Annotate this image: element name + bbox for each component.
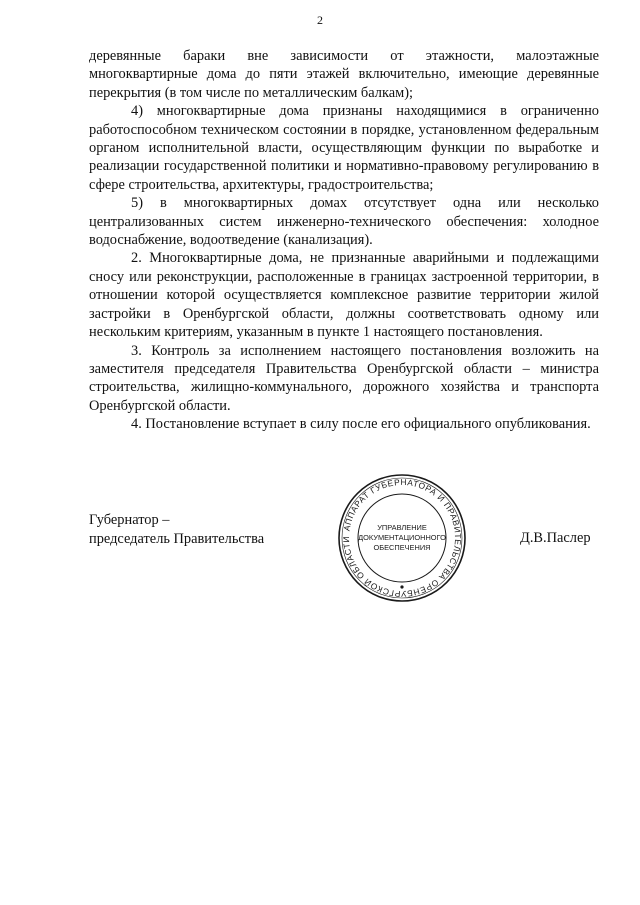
seal-center-line-2: ДОКУМЕНТАЦИОННОГО xyxy=(358,533,446,542)
paragraph-clause-2: 2. Многоквартирные дома, не признанные аварийными и подлежащими сносу или реконструкции, расположенные в границах застроенной территории, в отношении которой осуществляется комплексное развитие территории жилой застройки в Оренбургской области, должны соответствовать одному или нескольким критериям, указанным в пункте 1 настоящего постановления. xyxy=(89,250,599,341)
seal-ring-text: АППАРАТ ГУБЕРНАТОРА И ПРАВИТЕЛЬСТВА ОРЕНБУРГСКОЙ ОБЛАСТИ xyxy=(340,476,464,600)
signatory-title-line-1: Губернатор – xyxy=(89,512,170,528)
paragraph-clause-4: 4. Постановление вступает в силу после его официального опубликования. xyxy=(131,416,591,433)
official-seal xyxy=(336,472,468,604)
paragraph-clause-3: 3. Контроль за исполнением настоящего постановления возложить на заместителя председателя Правительства Оренбургской области – министра строительства, жилищно-коммунального, дорожного хозяйства и транспорта Оренбургской области. xyxy=(89,342,599,414)
signatory-name: Д.В.Паслер xyxy=(520,530,591,546)
signatory-title-line-2: председатель Правительства xyxy=(89,530,265,547)
paragraph-1: деревянные бараки вне зависимости от этажности, малоэтажные многоквартирные дома до пяти этажей включительно, имеющие деревянные перекрытия (в том числе по металлическим балкам); xyxy=(89,48,599,101)
document-body xyxy=(89,47,599,434)
paragraph-item-5: 5) в многоквартирных домах отсутствует одна или несколько централизованных систем инженерно-технического обеспечения: холодное водоснабжение, водоотведение (канализация). xyxy=(89,195,599,249)
signatory-title xyxy=(89,511,264,548)
seal-dot-icon xyxy=(400,585,403,588)
seal-graphic xyxy=(336,472,468,604)
seal-center-line-1: УПРАВЛЕНИЕ xyxy=(377,523,427,532)
seal-center-line-3: ОБЕСПЕЧЕНИЯ xyxy=(373,543,431,552)
page-number: 2 xyxy=(317,13,323,27)
paragraph-item-4: 4) многоквартирные дома признаны находящимися в ограниченно работоспособном техническом состоянии в порядке, установленном федеральным органом исполнительной власти, осуществляющим функции по выработке и реализации государственной политики и нормативно-правовому регулированию в сфере строительства, архитектуры, градостроительства; xyxy=(89,103,599,193)
